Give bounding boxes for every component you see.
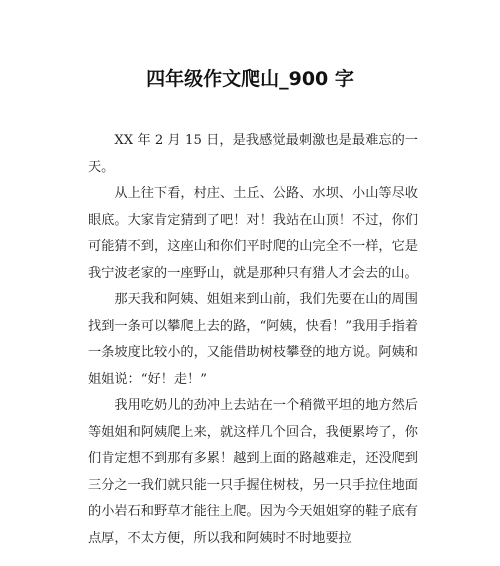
paragraph: XX 年 2 月 15 日，是我感觉最刺激也是最难忘的一天。 [88, 133, 418, 175]
paragraph: 那天我和阿姨、姐姐来到山前，我们先要在山的周围找到一条可以攀爬上去的路，“阿姨，快看！”我用手指着一条坡度比较小的，又能借助树枝攀登的地方说。阿姨和姐姐说：“好！走！” [88, 292, 418, 387]
document-body [88, 128, 418, 552]
document-title: 四年级作文爬山_900 字 [146, 68, 354, 90]
paragraph: 我用吃奶儿的劲冲上去站在一个稍微平坦的地方然后等姐姐和阿姨爬上来，就这样几个回合，我便累垮了，你们肯定想不到那有多累！越到上面的路越难走，还没爬到三分之一我们就只能一只手握住树枝，另一只手拉住地面的小岩石和野草才能往上爬。因为今天姐姐穿的鞋子底有点厚，不太方便，所以我和阿姨时不时地要拉 [88, 398, 418, 546]
paragraph: 从上往下看，村庄、土丘、公路、水坝、小山等尽收眼底。大家肯定猜到了吧！对！我站在山顶！不过，你们可能猜不到，这座山和你们平时爬的山完全不一样，它是我宁波老家的一座野山，就是那种只有猎人才会去的山。 [88, 186, 418, 281]
